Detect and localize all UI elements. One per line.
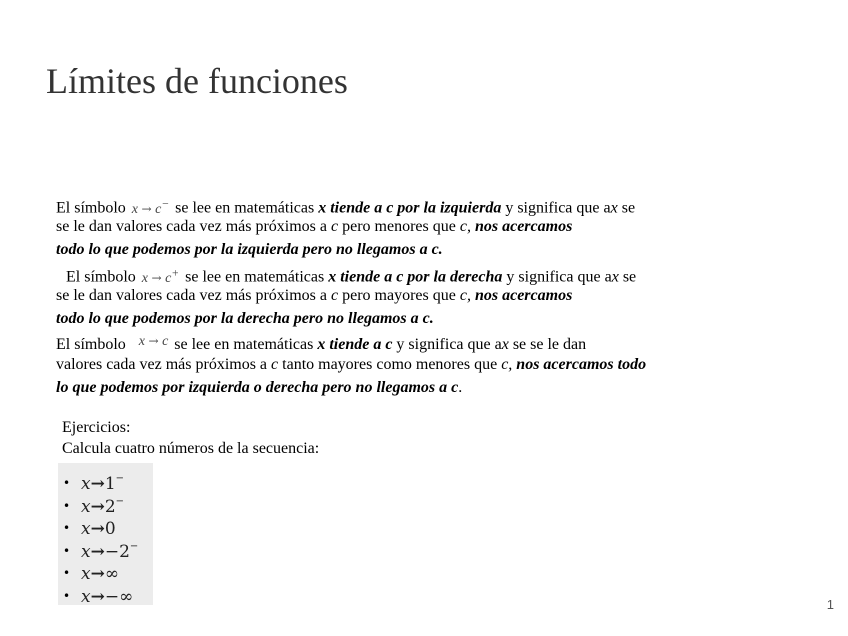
right-limit-mid: se lee en matemáticas: [185, 268, 325, 286]
both-limit-mid: se lee en matemáticas: [174, 336, 314, 353]
right-arrow-icon: →: [90, 496, 105, 517]
definitions: [56, 192, 786, 399]
page-number: 1: [826, 597, 834, 612]
right-arrow-icon: →: [90, 519, 105, 539]
exercise-item-6: • x→−∞: [63, 586, 134, 607]
right-limit-line-2: se le dan valores cada vez más próximos a c pero mayores que c, nos acercamos: [56, 287, 573, 304]
left-limit-line-1: [56, 192, 786, 215]
both-limit-line-2: valores cada vez más próximos a c tanto mayores como menores que c, nos acercamos todo: [56, 356, 647, 373]
exercise-list-image: [58, 463, 153, 605]
right-limit-reading: x tiende a c por la derecha: [328, 268, 503, 286]
bullet-icon: •: [63, 588, 71, 603]
left-limit-var: x: [610, 199, 618, 217]
both-limit-after: y significa que a: [396, 336, 502, 353]
both-limit-approach: nos acercamos todo: [516, 356, 647, 373]
both-limit-symbol: x → c: [138, 334, 169, 349]
left-limit-approach: nos acercamos: [474, 218, 573, 235]
right-limit-approach: nos acercamos: [474, 287, 573, 304]
exercises-instruction: Calcula cuatro números de la secuencia:: [62, 440, 320, 457]
exercise-item-2: • x→2−: [63, 495, 125, 517]
both-limit-var: x: [501, 336, 509, 353]
exercise-item-5: • x→∞: [63, 564, 120, 584]
bullet-icon: •: [63, 566, 71, 580]
right-limit-symbol: x → c+: [141, 266, 180, 286]
left-limit-tail: se: [621, 199, 636, 217]
left-limit-after: y significa que a: [505, 199, 611, 217]
right-limit-prefix: El símbolo: [66, 268, 136, 286]
right-arrow-icon: →: [90, 586, 105, 607]
exercise-item-3: • x→0: [63, 519, 116, 539]
right-limit-line-3: todo lo que podemos por la derecha pero no llegamos a c.: [56, 310, 434, 327]
both-limit-tail: se se le dan: [512, 336, 587, 353]
right-arrow-icon: →: [90, 474, 105, 494]
right-arrow-icon: →: [90, 541, 105, 562]
exercises: [62, 417, 319, 459]
exercise-item-1: • x→1−: [63, 473, 125, 494]
left-limit-line-3: todo lo que podemos por la izquierda pero no llegamos a c.: [56, 241, 443, 258]
both-limit-reading: x tiende a c: [317, 336, 393, 353]
exercises-heading: Ejercicios:: [62, 419, 131, 436]
both-limit-line-3: lo que podemos por izquierda o derecha pero no llegamos a c.: [56, 379, 463, 396]
right-limit-line-1: [56, 261, 786, 284]
left-limit-mid: se lee en matemáticas: [175, 199, 315, 217]
left-limit-symbol: x → c−: [131, 197, 170, 217]
bullet-icon: •: [63, 543, 71, 558]
left-limit-reading: x tiende a c por la izquierda: [318, 199, 502, 217]
left-limit-prefix: El símbolo: [56, 199, 126, 217]
exercise-list: [58, 463, 153, 607]
right-limit-tail: se: [622, 268, 637, 286]
right-limit-after: y significa que a: [506, 268, 612, 286]
right-arrow-icon: →: [90, 564, 105, 584]
both-limit-line-1: [56, 330, 786, 353]
bullet-icon: •: [63, 476, 71, 490]
bullet-icon: •: [63, 498, 71, 513]
bullet-icon: •: [63, 521, 71, 535]
both-limit-prefix: El símbolo: [56, 336, 126, 353]
exercise-item-4: • x→−2−: [63, 540, 139, 562]
left-limit-line-2: se le dan valores cada vez más próximos a c pero menores que c, nos acercamos: [56, 218, 573, 235]
right-limit-var: x: [611, 268, 619, 286]
slide-title: Límites de funciones: [46, 61, 348, 101]
